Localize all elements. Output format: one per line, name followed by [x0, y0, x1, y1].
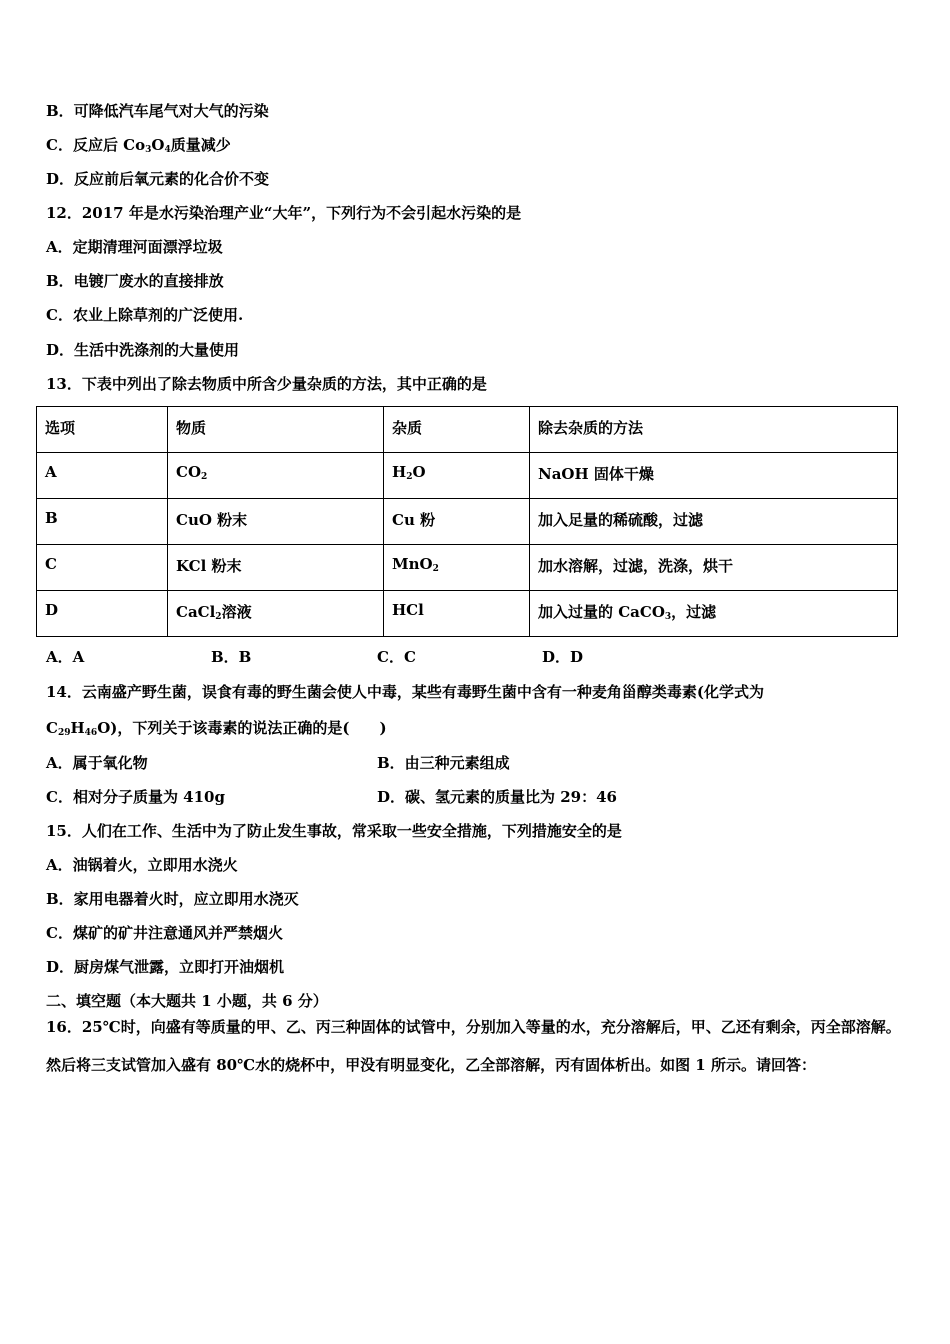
table-row [37, 591, 898, 637]
table-row [37, 453, 898, 499]
q15-option-a: A．油锅着火，立即用水浇火 [46, 856, 238, 874]
table-cell-option: A [37, 453, 168, 499]
q12-option-c: C．农业上除草剂的广泛使用. [46, 306, 244, 324]
table-header-cell: 选项 [37, 407, 168, 453]
table-cell-impurity: HCl [384, 591, 530, 637]
q14-option-d: D．碳、氢元素的质量比为 29：46 [377, 788, 617, 806]
q12-option-b: B．电镀厂废水的直接排放 [46, 272, 224, 290]
q11-option-b: B．可降低汽车尾气对大气的污染 [46, 102, 269, 120]
q14-option-c: C．相对分子质量为 410g [46, 788, 225, 806]
q14-option-b: B．由三种元素组成 [377, 754, 510, 772]
table-header-cell: 除去杂质的方法 [530, 407, 898, 453]
q15-option-c: C．煤矿的矿井注意通风并严禁烟火 [46, 924, 283, 942]
table-row [37, 499, 898, 545]
q12-option-d: D．生活中洗涤剂的大量使用 [46, 341, 240, 359]
section-title: 二、填空题（本大题共 1 小题，共 6 分） [46, 992, 328, 1010]
q16-paragraph: 16．25℃时，向盛有等质量的甲、乙、丙三种固体的试管中，分别加入等量的水，充分溶解后，甲、乙还有剩余，丙全部溶解。然后将三支试管加入盛有 80℃水的烧杯中，甲没有明显变化，乙全部溶解，丙有固体析出。如图 1 所示。请回答： [46, 1018, 901, 1074]
table-cell-option: C [37, 545, 168, 591]
table-header-row [37, 407, 898, 453]
q13-choice-b: B．B [211, 648, 252, 666]
q14-option-a: A．属于氧化物 [46, 754, 148, 772]
q12-stem: 12．2017 年是水污染治理产业“大年”，下列行为不会引起水污染的是 [46, 204, 522, 222]
table-cell-substance: KCl 粉末 [168, 545, 384, 591]
q13-choice-d: D．D [542, 648, 584, 666]
table-header-cell: 物质 [168, 407, 384, 453]
table-header-cell: 杂质 [384, 407, 530, 453]
table-cell-impurity: Cu 粉 [384, 499, 530, 545]
q13-choice-c: C．C [377, 648, 416, 666]
table-cell-substance: $CO_2$ [168, 453, 384, 499]
q15-option-b: B．家用电器着火时，应立即用水浇灭 [46, 890, 299, 908]
table-cell-method: 加入足量的稀硫酸，过滤 [530, 499, 898, 545]
q14-stem-line2: $C_{29}H_{46}O$)，下列关于该毒素的说法正确的是( ) [46, 719, 387, 738]
q15-stem: 15．人们在工作、生活中为了防止发生事故，常采取一些安全措施，下列措施安全的是 [46, 822, 622, 840]
table-cell-option: B [37, 499, 168, 545]
table-cell-impurity: MnO$_2$ [384, 545, 530, 591]
table-cell-substance: CuO 粉末 [168, 499, 384, 545]
table-cell-impurity: $H_2O$ [384, 453, 530, 499]
q11-option-d: D．反应前后氧元素的化合价不变 [46, 170, 270, 188]
q15-option-d: D．厨房煤气泄露，立即打开油烟机 [46, 958, 285, 976]
q13-table [36, 406, 898, 637]
q12-option-a: A．定期清理河面漂浮垃圾 [46, 238, 223, 256]
table-cell-method: NaOH 固体干燥 [530, 453, 898, 499]
table-cell-method: 加入过量的 CaCO$_3$，过滤 [530, 591, 898, 637]
q14-stem-line1: 14．云南盛产野生菌，误食有毒的野生菌会使人中毒，某些有毒野生菌中含有一种麦角甾醇类毒素(化学式为 [46, 683, 764, 701]
table-cell-option: D [37, 591, 168, 637]
table-row [37, 545, 898, 591]
table-cell-substance: CaCl$_2$溶液 [168, 591, 384, 637]
table-cell-method: 加水溶解，过滤，洗涤，烘干 [530, 545, 898, 591]
q13-choice-a: A．A [46, 648, 85, 666]
q13-stem: 13．下表中列出了除去物质中所含少量杂质的方法，其中正确的是 [46, 375, 487, 393]
q11-option-c: C．反应后 $Co_3O_4$质量减少 [46, 136, 231, 155]
